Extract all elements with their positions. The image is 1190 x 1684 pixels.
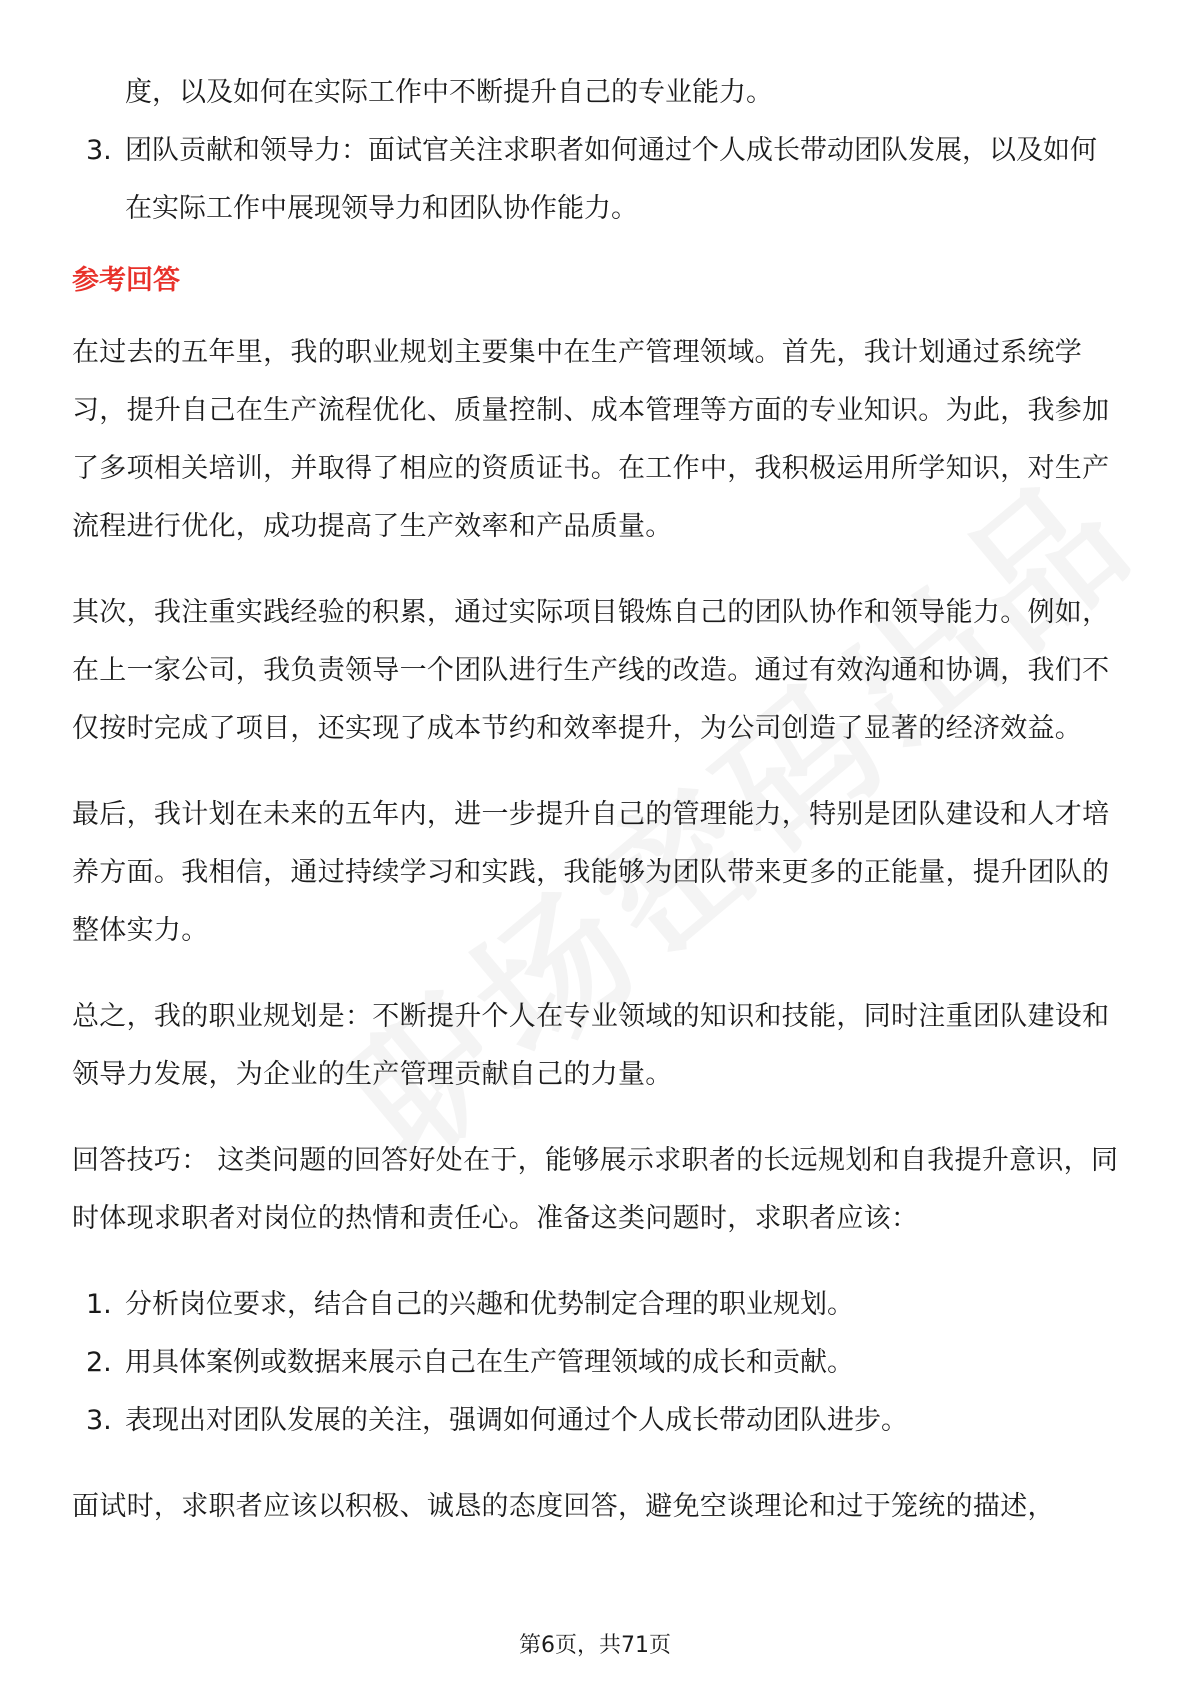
- list-item-text: 团队贡献和领导力：面试官关注求职者如何通过个人成长带动团队发展，以及如何在实际工作中展现领导力和团队协作能力。: [125, 135, 1097, 224]
- list-item-text: 表现出对团队发展的关注，强调如何通过个人成长带动团队进步。: [125, 1405, 908, 1436]
- tips-list-item: [72, 1334, 1122, 1392]
- document-body: [72, 64, 1122, 1536]
- list-number: 3.: [86, 135, 112, 166]
- answer-paragraph-3: 最后，我计划在未来的五年内，进一步提升自己的管理能力，特别是团队建设和人才培养方面。我相信，通过持续学习和实践，我能够为团队带来更多的正能量，提升团队的整体实力。: [72, 799, 1110, 946]
- answering-tips-paragraph: 回答技巧： 这类问题的回答好处在于，能够展示求职者的长远规划和自我提升意识，同时体现求职者对岗位的热情和责任心。准备这类问题时，求职者应该：: [72, 1145, 1119, 1234]
- list-item-text: 用具体案例或数据来展示自己在生产管理领域的成长和贡献。: [125, 1347, 854, 1378]
- answer-paragraph-1: 在过去的五年里，我的职业规划主要集中在生产管理领域。首先，我计划通过系统学习，提升自己在生产流程优化、质量控制、成本管理等方面的专业知识。为此，我参加了多项相关培训，并取得了相应的资质证书。在工作中，我积极运用所学知识，对生产流程进行优化，成功提高了生产效率和产品质量。: [72, 337, 1110, 542]
- criteria-list-item-3: [72, 122, 1122, 238]
- tips-list-item: [72, 1276, 1122, 1334]
- list-item-text: 分析岗位要求，结合自己的兴趣和优势制定合理的职业规划。: [125, 1289, 854, 1320]
- list-continuation-text: 度，以及如何在实际工作中不断提升自己的专业能力。: [125, 77, 773, 108]
- closing-paragraph: 面试时，求职者应该以积极、诚恳的态度回答，避免空谈理论和过于笼统的描述，: [72, 1491, 1055, 1522]
- list-number: 2.: [86, 1347, 112, 1378]
- answer-paragraph-2: 其次，我注重实践经验的积累，通过实际项目锻炼自己的团队协作和领导能力。例如，在上一家公司，我负责领导一个团队进行生产线的改造。通过有效沟通和协调，我们不仅按时完成了项目，还实现了成本节约和效率提升，为公司创造了显著的经济效益。: [72, 597, 1110, 744]
- list-number: 1.: [86, 1289, 112, 1320]
- reference-answer-heading: 参考回答: [72, 265, 180, 296]
- list-number: 3.: [86, 1405, 112, 1436]
- page-footer: 第6页，共71页: [519, 1633, 671, 1658]
- answer-paragraph-4: 总之，我的职业规划是：不断提升个人在专业领域的知识和技能，同时注重团队建设和领导力发展，为企业的生产管理贡献自己的力量。: [72, 1001, 1110, 1090]
- tips-list-item: [72, 1392, 1122, 1450]
